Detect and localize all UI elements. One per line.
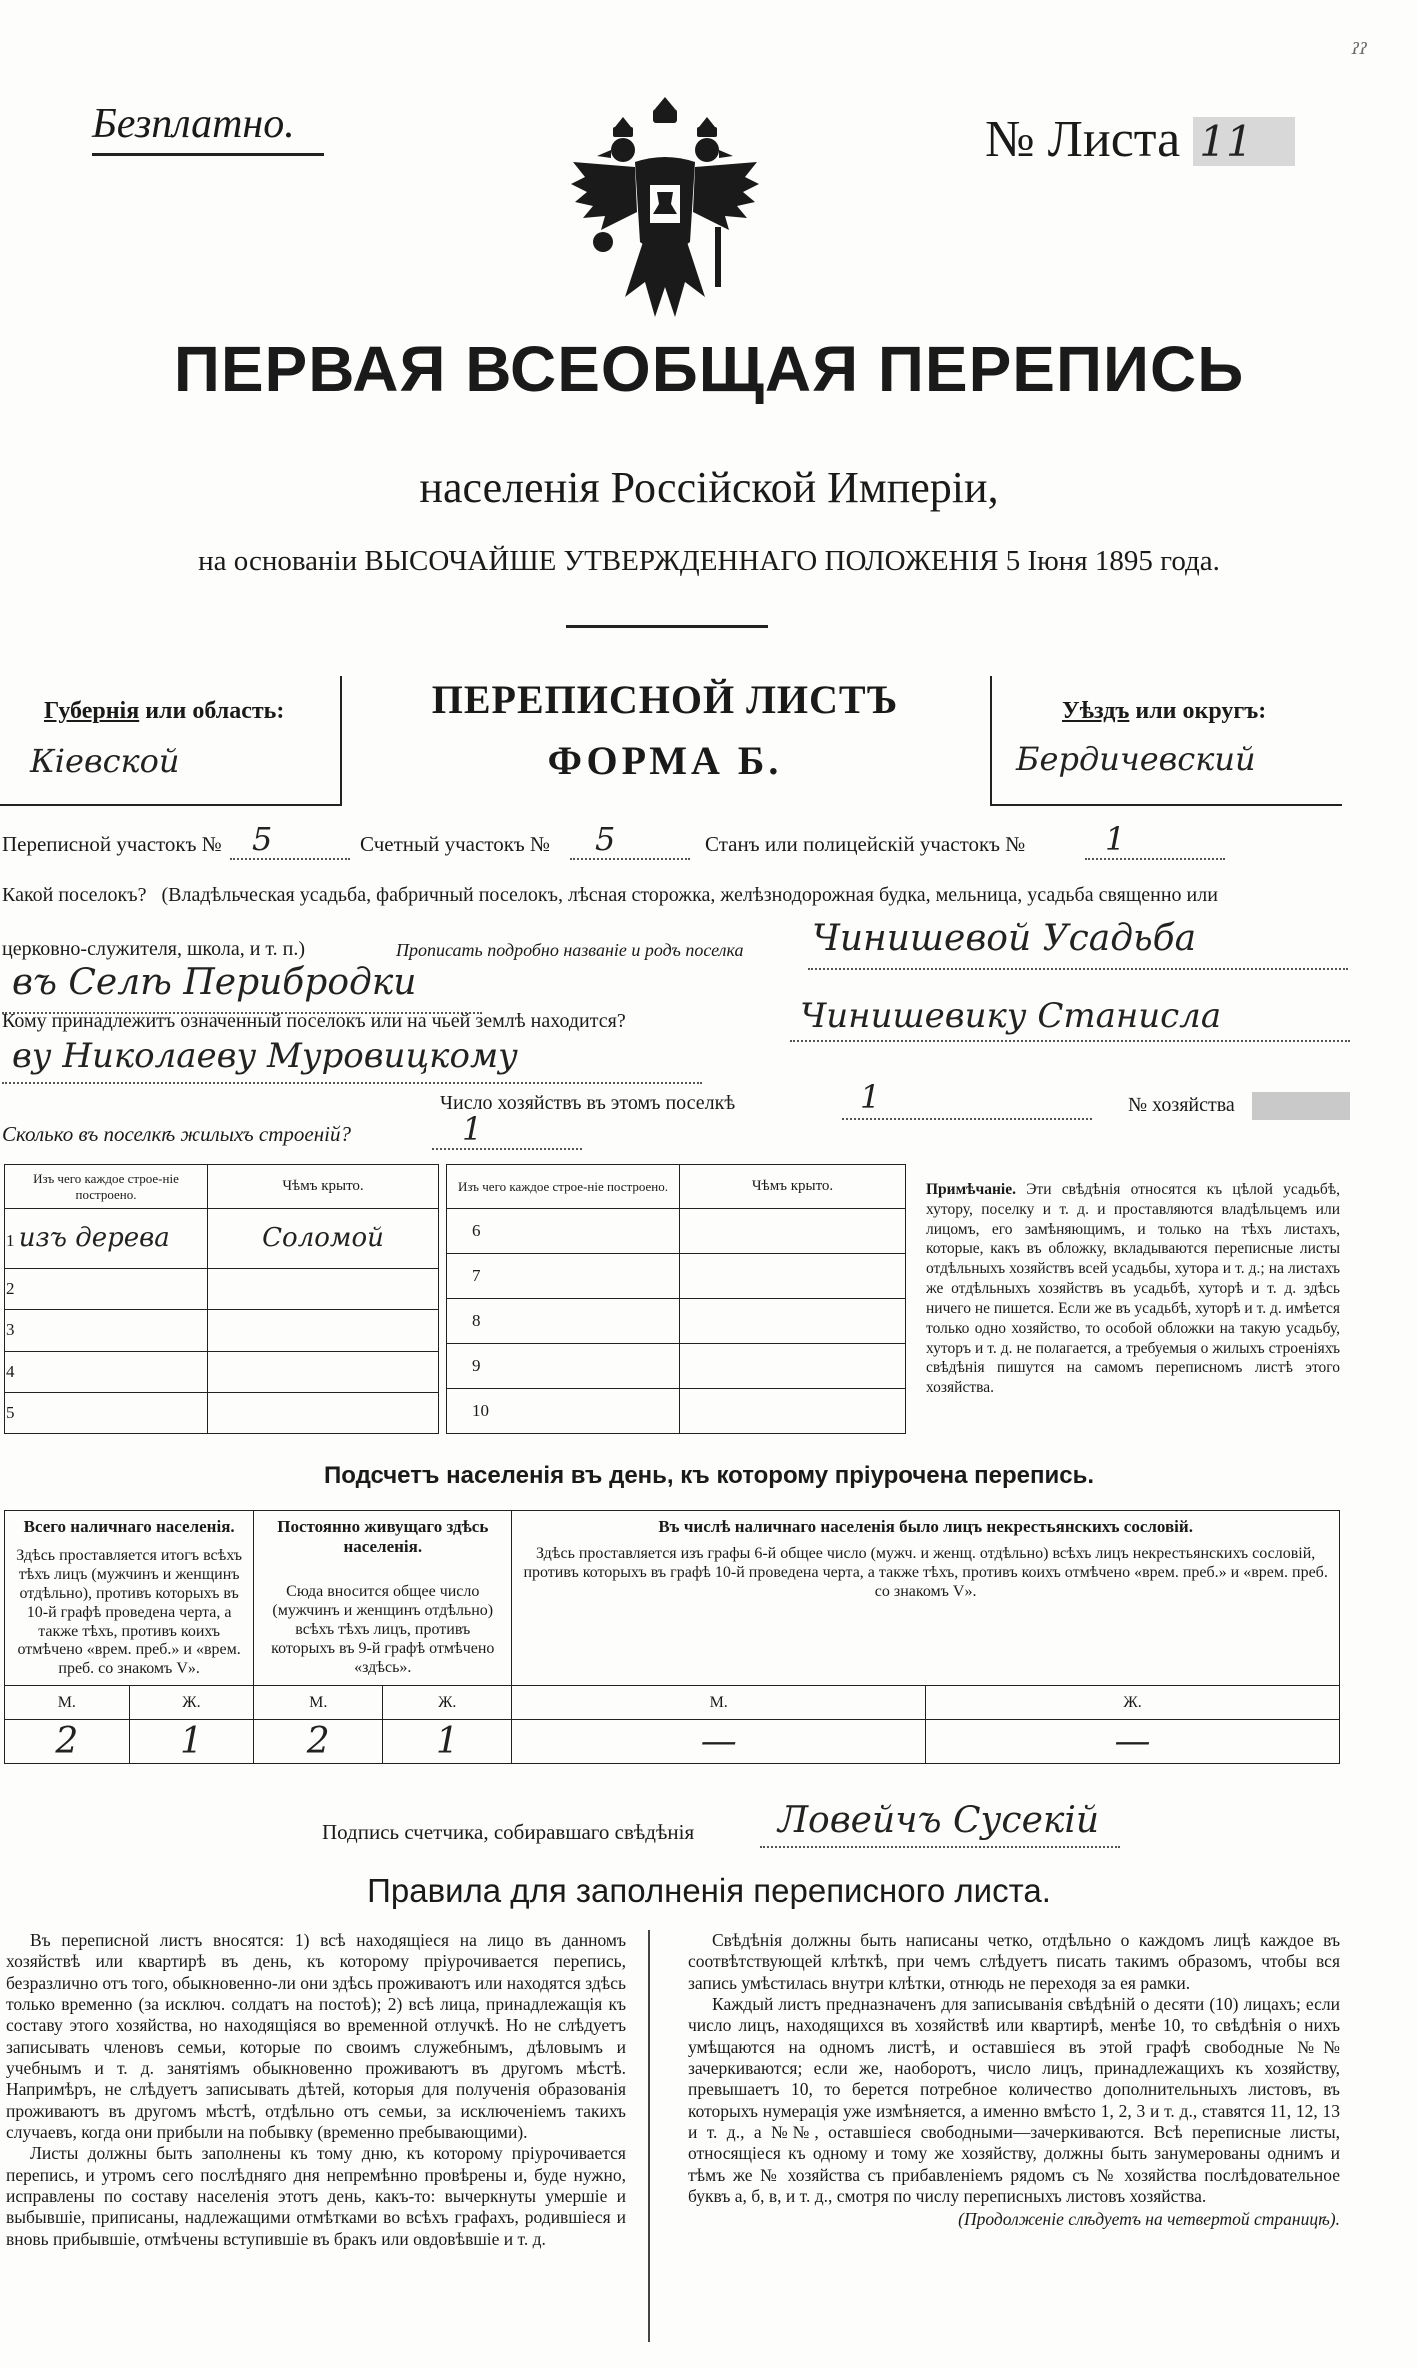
total-female: 1 — [129, 1720, 254, 1764]
settlement-options: (Владѣльческая усадьба, фабричный поселокъ, лѣсная сторожка, желѣзнодорожная будка, мельница, усадьба священно или — [161, 884, 1218, 906]
col-material-header-2: Изъ чего каждое строе-ніе построено. — [447, 1165, 680, 1209]
table-row: 6 — [447, 1209, 680, 1254]
signature-value: Ловейчъ Сусекiй — [778, 1800, 1100, 1841]
district-label: Уѣздъ или округъ: — [1062, 698, 1267, 724]
settlement-question-row — [2, 884, 1342, 907]
legal-basis: на основаніи ВЫСОЧАЙШЕ УТВЕРЖДЕННАГО ПОЛОЖЕНІЯ 5 Іюня 1895 года. — [198, 545, 1220, 577]
non-peasant-female: — — [926, 1720, 1340, 1764]
table-row: 8 — [447, 1299, 680, 1344]
rules-right-column — [688, 1930, 1340, 2231]
owner-line-1 — [790, 1040, 1350, 1042]
note-text: Эти свѣдѣнія относятся къ цѣлой усадьбѣ, хутору, поселку и т. д. и проставляются владѣльцемъ или лицомъ, его замѣняющимъ, и только на тѣхъ листахъ, которые, какъ въ обложку, вкладываются переписные листы отдѣльныхъ хозяйствъ всей усадьбы, хутора и т. д.; на листахъ же отдѣльныхъ хозяйствъ въ усадьбѣ, хуторѣ и т. д. здѣсь ничего не пишется. Если же въ усадьбѣ, хуторѣ и т. д. имѣется только одно хозяйство, то особой обложки на такую усадьбу, хуторъ и т. д. не полагается, а требуемыя о жилыхъ строеніяхъ свѣдѣнія пишутся на самомъ переписномъ листѣ этого хозяйства. — [926, 1181, 1340, 1397]
page-subtitle: населенія Россійской Имперіи, — [419, 463, 999, 512]
owner-line-2 — [2, 1082, 702, 1084]
census-plot-label: Переписной участокъ № — [2, 832, 222, 856]
stan-line — [1085, 858, 1225, 860]
buildings-table-right — [446, 1164, 906, 1434]
province-box — [0, 676, 342, 806]
settlement-value-1: Чинишевой Усадьба — [812, 918, 1197, 959]
settlement-line-1 — [808, 968, 1348, 970]
permanent-male: 2 — [254, 1720, 383, 1764]
household-no-label: № хозяйства — [1128, 1094, 1235, 1116]
count-plot-label: Счетный участокъ № — [360, 832, 551, 856]
signature-line — [760, 1846, 1120, 1848]
settlement-options-cont: церковно-служителя, школа, и т. п.) — [2, 938, 305, 960]
table-row: 3 — [5, 1310, 208, 1351]
rules-right-para-1: Свѣдѣнія должны быть написаны четко, отдѣльно о каждомъ лицѣ каждое въ соотвѣтствующей клѣткѣ, при чемъ слѣдуетъ писать такимъ образомъ, чтобы вся запись умѣстилась внутри клѣтки, отнюдь не переходя за ея рамки. — [688, 1930, 1340, 1993]
total-male: 2 — [5, 1720, 130, 1764]
stan-value: 1 — [1105, 820, 1126, 858]
rules-right-para-2: Каждый листъ предназначенъ для записыванія свѣдѣній о десяти (10) лицахъ; если число лицъ, находящихся въ хозяйствѣ или квартирѣ, менѣе 10, то свѣдѣнія о нихъ умѣщаются на одномъ листѣ, и оставшіеся въ этой графѣ свободные №№ зачеркиваются; если же, наоборотъ, число лицъ, принадлежащихъ къ хозяйству, превышаетъ 10, то берется потребное количество дополнительныхъ листовъ, въ которыхъ нумерація уже измѣняется, а именно вмѣсто 1, 2, 3 и т. д., ставятся 11, 12, 13 и т. д., а №№, оставшіеся свободными—зачеркиваются. Всѣ переписные листы, относящіеся къ одному и тому же хозяйству, должны быть занумерованы однимъ и тѣмъ же № хозяйства съ прибавленіемъ рядомъ съ № хозяйства послѣдовательное буквъ а, б, в, и т. д., смотря по числу переписныхъ листовъ хозяйства. — [688, 1994, 1340, 2207]
household-no-redacted — [1252, 1092, 1350, 1120]
households-count-line — [842, 1118, 1092, 1120]
col-permanent: Постоянно живущаго здѣсь населенія. Сюда вносится общее число (мужчинъ и женщинъ отдѣльно) всѣхъ тѣхъ лицъ, противъ которыхъ въ 9-й графѣ отмѣчено «здѣсь». — [254, 1511, 512, 1686]
corner-scribble: ˀˀ — [1352, 38, 1368, 71]
header-divider — [566, 625, 768, 628]
rules-continued-note: (Продолженіе слѣдуетъ на четвертой страницѣ). — [958, 2209, 1340, 2230]
form-heading-line2: ФОРМА Б. — [547, 738, 783, 783]
rules-left-column — [6, 1930, 626, 2250]
form-heading-line1: ПЕРЕПИСНОЙ ЛИСТЪ — [431, 677, 899, 722]
permanent-female: 1 — [383, 1720, 512, 1764]
rules-title: Правила для заполненія переписного листа. — [367, 1872, 1051, 1909]
non-peasant-male: — — [512, 1720, 926, 1764]
settlement-instruction: Прописать подробно названіе и родъ поселка — [396, 940, 744, 960]
owner-value-2: ву Николаеву Муровицкому — [12, 1036, 518, 1076]
settlement-question: Какой поселокъ? — [2, 884, 147, 906]
page-title: ПЕРВАЯ ВСЕОБЩАЯ ПЕРЕПИСЬ — [173, 333, 1245, 405]
province-value: Кiевской — [30, 742, 180, 780]
table-row: 10 — [447, 1389, 680, 1434]
free-underline — [92, 153, 324, 156]
table-row: 9 — [447, 1344, 680, 1389]
census-plot-value: 5 — [252, 820, 273, 858]
district-value: Бердичевский — [1016, 740, 1256, 778]
col-roof-header-2: Чѣмъ крыто. — [680, 1165, 906, 1209]
table-row: 2 — [5, 1269, 208, 1310]
rules-column-divider — [648, 1930, 650, 2342]
free-label: Безплатно. — [92, 101, 295, 147]
sheet-number-label: № Листа — [985, 111, 1181, 168]
owner-value-1: Чинишевику Станисла — [800, 996, 1222, 1036]
rules-left-para-1: Въ переписной листъ вносятся: 1) всѣ находящіеся на лицо въ данномъ хозяйствѣ или квартирѣ въ день, къ которому пріурочивается перепись, безразлично отъ того, обыкновенно-ли они здѣсь проживаютъ или находятся здѣсь только временно (за исключ. солдатъ на постоѣ); 2) всѣ лица, принадлежащія къ составу этого хозяйства, но находящіяся во временной отлучкѣ. Но не слѣдуетъ записывать членовъ семьи, которые по своимъ служебнымъ, дѣловымъ и учебнымъ и т. д. занятіямъ обыкновенно проживаютъ въ другомъ мѣстѣ. Напримѣръ, не слѣдуетъ записывать дѣтей, которыя для полученія образованія проживаютъ въ другомъ мѣстѣ, отдѣльно отъ семьи, за исключеніемъ такихъ случаевъ, когда они прибыли на побывку (временно пребывающими). — [6, 1930, 626, 2143]
population-heading: Подсчетъ населенія въ день, къ которому пріурочена перепись. — [324, 1462, 1094, 1489]
sheet-number — [985, 110, 1295, 169]
note-title: Примѣчаніе. — [926, 1181, 1016, 1198]
signature-label: Подпись счетчика, собиравшаго свѣдѣнія — [322, 1820, 695, 1844]
sheet-number-value: 11 — [1193, 117, 1295, 166]
rules-left-para-2: Листы должны быть заполнены къ тому дню, къ которому пріурочивается перепись, и утромъ сего послѣдняго дня непремѣнно провѣрены и, буде нужно, исправлены по составу населенія этотъ день, какъ-то: вычеркнуты умершіе и выбывшіе, приписаны, надлежащими отмѣтками во всѣхъ графахъ, родившіеся и вновь прибывшіе, отмѣчены вступившіе въ бракъ или овдовѣвшіе и т. д. — [6, 2143, 626, 2249]
count-plot-line — [570, 858, 690, 860]
count-plot-value: 5 — [595, 820, 616, 858]
stan-label: Станъ или полицейскій участокъ № — [705, 832, 1026, 856]
table-row: 5 — [5, 1392, 208, 1433]
table-row: 7 — [447, 1254, 680, 1299]
owner-question: Кому принадлежитъ означенный поселокъ или на чьей землѣ находится? — [2, 1010, 626, 1032]
buildings-label: Сколько въ поселкѣ жилыхъ строеній? — [2, 1122, 351, 1146]
table-row: 4 — [5, 1351, 208, 1392]
province-label: Губернія или область: — [44, 698, 285, 724]
census-plot-line — [230, 858, 350, 860]
buildings-line — [432, 1148, 582, 1150]
form-heading — [340, 676, 990, 784]
col-material-header: Изъ чего каждое строе-ніе построено. — [5, 1165, 208, 1209]
table-row: 1 изъ дерева — [5, 1209, 208, 1269]
imperial-eagle-emblem — [565, 92, 765, 332]
buildings-note — [926, 1180, 1340, 1398]
buildings-table-left: Изъ чего каждое строе-ніе построено. Чѣмъ крыто. 1 изъ дерева Соломой 2 3 4 5 — [4, 1164, 439, 1434]
col-roof-header: Чѣмъ крыто. — [208, 1165, 439, 1209]
settlement-value-2: въ Селѣ Перибродки — [12, 962, 417, 1003]
households-count-label: Число хозяйствъ въ этомъ поселкѣ — [440, 1092, 736, 1114]
buildings-value: 1 — [462, 1110, 483, 1148]
district-box — [990, 676, 1342, 806]
households-count-value: 1 — [860, 1078, 881, 1116]
population-table: Всего наличнаго населенія. Здѣсь проставляется итогъ всѣхъ тѣхъ лицъ (мужчинъ и женщинъ отдѣльно), противъ которыхъ въ 10-й графѣ проведена черта, а также тѣхъ, противъ коихъ отмѣчено «врем. преб.» и «врем. преб. со знакомъ V». Постоянно живущаго здѣсь населенія. Сюда вносится общее число (мужчинъ и женщинъ отдѣльно) всѣхъ тѣхъ лицъ, противъ которыхъ въ 9-й графѣ отмѣчено «здѣсь». Въ числѣ наличнаго населенія было лицъ некрестьянскихъ сословій. Здѣсь проставляется изъ графы 6-й общее число (мужч. и женщ. отдѣльно) всѣхъ лицъ некрестьянскихъ сословій, противъ которыхъ въ графѣ 10-й проведена черта, а также тѣхъ, противъ коихъ отмѣчено «врем. преб.» и «врем. преб. со знакомъ V». М. Ж. М. Ж. М. Ж. 2 1 2 1 — — — [4, 1510, 1340, 1764]
col-non-peasant: Въ числѣ наличнаго населенія было лицъ некрестьянскихъ сословій. Здѣсь проставляется изъ графы 6-й общее число (мужч. и женщ. отдѣльно) всѣхъ лицъ некрестьянскихъ сословій, противъ которыхъ въ графѣ 10-й проведена черта, а также тѣхъ, противъ коихъ отмѣчено «врем. преб.» и «врем. преб. со знакомъ V». — [512, 1511, 1340, 1686]
col-total: Всего наличнаго населенія. Здѣсь проставляется итогъ всѣхъ тѣхъ лицъ (мужчинъ и женщинъ отдѣльно), противъ которыхъ въ 10-й графѣ проведена черта, а также тѣхъ, противъ коихъ отмѣчено «врем. преб.» и «врем. преб. со знакомъ V». — [5, 1511, 254, 1686]
